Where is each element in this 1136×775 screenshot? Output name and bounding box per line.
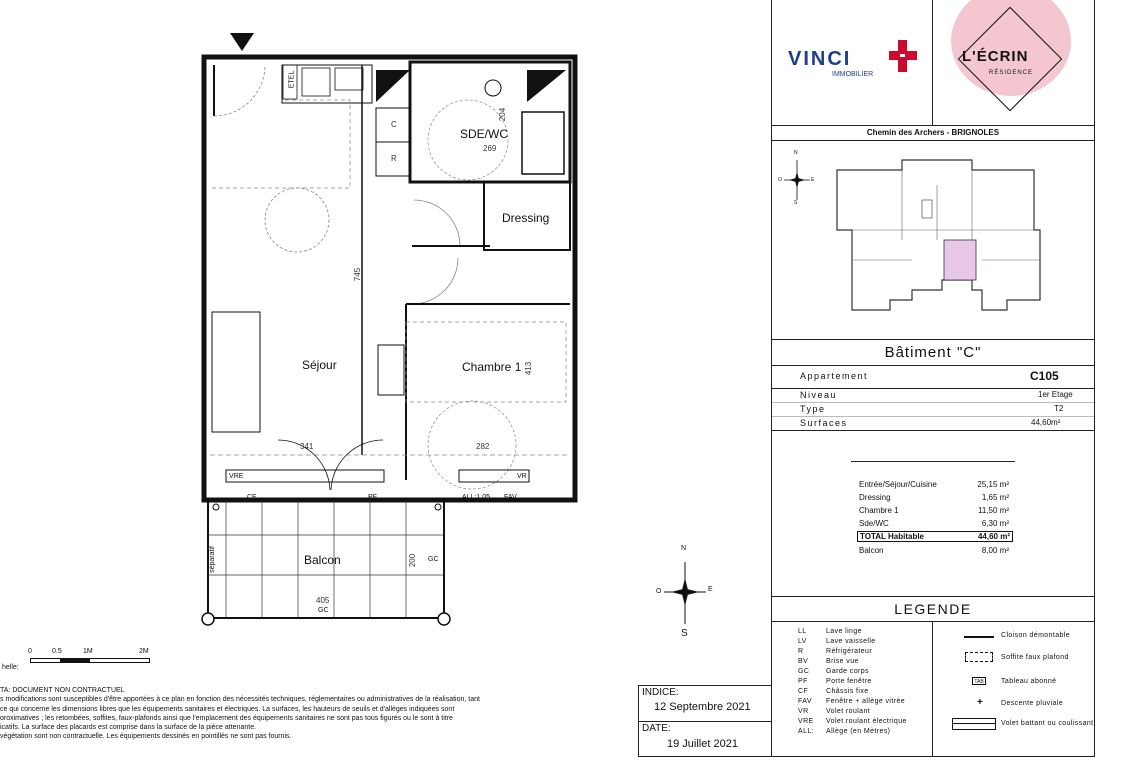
dim-745: 745 — [353, 267, 363, 282]
legend-code: PF — [798, 678, 808, 685]
legend-code: CF — [798, 688, 809, 695]
legend-code: LV — [798, 638, 807, 645]
volet-icon — [952, 718, 996, 730]
info-row-niveau — [772, 388, 1094, 403]
dim-269: 269 — [483, 144, 497, 153]
kitchen-hob — [302, 68, 330, 96]
sofa — [212, 312, 260, 432]
mini-compass-o: O — [778, 177, 782, 183]
info-row-surfaces — [772, 416, 1094, 431]
legende-title: LEGENDE — [772, 596, 1094, 622]
tableau-icon: TAB — [972, 677, 986, 685]
legend-label: Lave vaisselle — [826, 638, 876, 645]
scale-tick-2: 2M — [139, 648, 149, 655]
floor-plan — [0, 0, 640, 640]
note-line-3: ce qui concerne les dimensions libres que les équipements sanitaires et électriques. La surfaces, les hauteurs de seuils et d'allèges indiquées sont — [0, 705, 455, 713]
info-row-type — [772, 402, 1094, 417]
soffite-icon — [965, 652, 993, 662]
indice-value: 12 Septembre 2021 — [654, 701, 751, 713]
legend-label: Réfrigérateur — [826, 648, 873, 655]
date-label: DATE: — [642, 723, 671, 734]
surface-label: Entrée/Séjour/Cuisine — [859, 480, 937, 489]
code-etel: ETEL — [288, 70, 296, 89]
dim-413: 413 — [524, 361, 534, 376]
vinci-logo-box — [772, 0, 933, 126]
vinci-logo-text: VINCI — [788, 48, 852, 70]
indice-label: INDICE: — [642, 687, 679, 698]
scale-bar — [0, 645, 160, 675]
room-label-chambre: Chambre 1 — [462, 360, 522, 374]
legend-label: Garde corps — [826, 668, 869, 675]
note-line-1: TA: DOCUMENT NON CONTRACTUEL — [0, 687, 125, 694]
legend-label: Fenêtre + allège vitrée — [826, 698, 906, 705]
notes-block — [0, 686, 640, 756]
mini-compass-n: N — [794, 150, 798, 156]
surface-row — [859, 480, 1009, 489]
surface-value: 11,50 m² — [978, 506, 1009, 515]
legend-label: Porte fenêtre — [826, 678, 872, 685]
room-label-sde: SDE/WC — [460, 127, 508, 141]
sde-door-swing — [414, 200, 460, 246]
date-value: 19 Juillet 2021 — [667, 738, 738, 750]
surface-label: Chambre 1 — [859, 506, 899, 515]
room-label-dressing: Dressing — [502, 211, 550, 225]
legende-list — [798, 628, 928, 748]
floor-plan-drawing — [0, 0, 640, 640]
note-line-4: oroximatives ; les retombées, soffites, faux-plafonds ainsi que l'emplacement des équipements sanitaires ne sont pas tous figurés ou le sont à titre — [0, 714, 453, 722]
note-line-6: végétation sont non contractuelle. Les équipements dessinés en pointillés ne sont pas fournis. — [0, 733, 292, 741]
shower-tray — [522, 112, 564, 174]
legend-label: Volet roulant électrique — [826, 718, 907, 725]
kitchen-sink — [335, 68, 363, 90]
surface-label: Sde/WC — [859, 519, 889, 528]
appartement-value: C105 — [1030, 369, 1059, 383]
surfaces-table — [851, 461, 1015, 558]
surface-total-row — [857, 531, 1013, 542]
scale-label: helle: — [2, 664, 19, 671]
code-all: ALL:1.05 — [462, 494, 491, 501]
outer-wall — [204, 57, 575, 500]
surfaces-value: 44,60m² — [1031, 418, 1061, 427]
legend-label: Lave linge — [826, 628, 862, 635]
appartement-label: Appartement — [800, 371, 869, 381]
code-pf: PF — [368, 494, 377, 501]
kitchen-dashed — [212, 100, 350, 188]
entry-door-swing — [214, 65, 265, 116]
dim-204: 204 — [498, 107, 508, 122]
surface-value: 1,65 m² — [981, 493, 1009, 502]
entrance-arrow-icon — [230, 33, 254, 51]
dining-table — [265, 188, 329, 252]
vinci-immobilier-text: IMMOBILIER — [832, 71, 874, 78]
volet-label: Volet battant ou coulissant — [1001, 720, 1094, 727]
building-map-drawing — [772, 140, 1094, 340]
surface-value: 25,15 m² — [977, 480, 1009, 489]
code-r: R — [391, 154, 397, 163]
surface-value: 6,30 m² — [981, 519, 1009, 528]
mini-compass-e: E — [811, 177, 815, 183]
descente-icon: + — [977, 697, 983, 708]
indice-date-block — [638, 685, 772, 757]
legend-code: VR — [798, 708, 809, 715]
surface-total-label: TOTAL Habitable — [860, 532, 925, 541]
surface-total-value: 44,60 m² — [977, 532, 1010, 541]
surface-row — [859, 506, 1009, 515]
kitchen-counter — [282, 65, 372, 103]
dim-282: 282 — [476, 442, 490, 451]
chambre-door-swing — [412, 258, 458, 304]
code-fav: FAV — [504, 494, 517, 501]
code-c: C — [391, 120, 397, 129]
chambre-door-circle — [428, 401, 516, 489]
note-line-2: s modifications sont susceptibles d'être apportées à ce plan en fonction des nécessités techniques, réglementaires ou administratives de la réalisation, tant — [0, 696, 480, 704]
surface-row — [859, 546, 1009, 555]
cloison-label: Cloison démontable — [1001, 632, 1071, 639]
ecrin-logo-text: L'ÉCRIN — [962, 48, 1029, 65]
soffite-label: Soffite faux plafond — [1001, 654, 1069, 661]
legend-label: Brise vue — [826, 658, 859, 665]
descente-label: Descente pluviale — [1001, 700, 1064, 707]
surfaces-label: Surfaces — [800, 418, 848, 428]
legende-divider — [932, 622, 933, 757]
legend-label: Allège (en Mètres) — [826, 728, 891, 735]
type-label: Type — [800, 404, 826, 414]
scale-bar-frame — [30, 658, 150, 663]
legend-code: VRE — [798, 718, 814, 725]
vent-icon — [376, 70, 410, 102]
legend-code: FAV — [798, 698, 812, 705]
dim-200: 200 — [408, 553, 418, 568]
legend-code: R — [798, 648, 804, 655]
compass-main-e: E — [708, 586, 713, 593]
code-vre: VRE — [229, 473, 244, 480]
balcony-post-left — [202, 613, 214, 625]
room-label-sejour: Séjour — [302, 358, 337, 372]
tableau-label: Tableau abonné — [1001, 678, 1057, 685]
surface-value: 8,00 m² — [981, 546, 1009, 555]
vinci-cross-icon — [889, 40, 917, 72]
ecrin-logo-box — [933, 0, 1094, 126]
title-block — [771, 0, 1095, 757]
code-gc: GC — [428, 556, 439, 563]
dim-341: 341 — [300, 442, 314, 451]
address: Chemin des Archers - BRIGNOLES — [772, 126, 1094, 141]
info-row-appartement — [772, 366, 1094, 389]
vent-icon-2 — [527, 70, 566, 102]
type-value: T2 — [1054, 404, 1064, 413]
code-cf: CF — [247, 494, 257, 501]
scale-tick-0: 0 — [28, 648, 32, 655]
legend-code: BV — [798, 658, 809, 665]
cloison-icon — [964, 636, 994, 638]
compass-main-o: O — [656, 588, 662, 595]
mini-compass-icon — [780, 154, 814, 206]
rain-pipe-1 — [213, 504, 219, 510]
code-separatif: séparatif — [208, 546, 216, 573]
compass-main-n: N — [681, 545, 687, 552]
compass-main — [650, 540, 720, 640]
surface-label: Dressing — [859, 493, 891, 502]
legend-label: Volet roulant — [826, 708, 871, 715]
legend-code: LL — [798, 628, 807, 635]
toilet — [485, 80, 501, 96]
niveau-label: Niveau — [800, 390, 838, 400]
wardrobe — [378, 345, 404, 395]
surface-row — [859, 519, 1009, 528]
scale-tick-05: 0.5 — [52, 648, 62, 655]
legend-label: Châssis fixe — [826, 688, 869, 695]
window-sejour — [226, 470, 384, 482]
mini-compass-s: S — [794, 200, 798, 206]
dim-405: 405 — [316, 596, 330, 605]
rain-pipe-2 — [435, 504, 441, 510]
code-vr: VR — [517, 473, 527, 480]
scale-tick-1: 1M — [83, 648, 93, 655]
building-map — [772, 140, 1094, 340]
room-label-balcon: Balcon — [304, 553, 341, 567]
niveau-value: 1er Etage — [1038, 390, 1073, 399]
batiment-title: Bâtiment "C" — [772, 340, 1094, 366]
code-gc-bottom: GC — [318, 607, 329, 614]
legend-code: ALL: — [798, 728, 814, 735]
ecrin-residence-text: RÉSIDENCE — [989, 70, 1034, 76]
surface-row — [859, 493, 1009, 502]
balcony-post-right — [438, 613, 450, 625]
legend-code: GC — [798, 668, 810, 675]
compass-main-s: S — [681, 628, 688, 639]
surface-label: Balcon — [859, 546, 884, 555]
note-line-5: icatifs. La surface des placards est comprise dans la surface de la pièce attenante. — [0, 724, 257, 732]
